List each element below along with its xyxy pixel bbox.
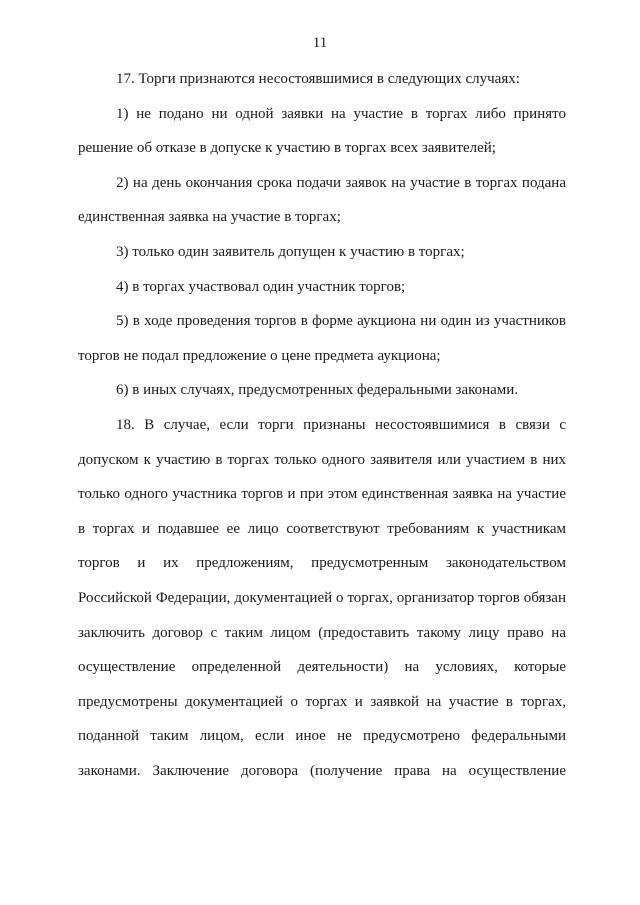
list-item-6: 6) в иных случаях, предусмотренных федеральными законами.	[116, 382, 519, 399]
list-item-1: 1) не подано ни одной заявки на участие в торгах либо принято решение об отказе в допуске к участию в торгах всех заявителей;	[78, 105, 566, 157]
list-item-3: 3) только один заявитель допущен к участию в торгах;	[116, 243, 465, 260]
list-item-2: 2) на день окончания срока подачи заявок на участие в торгах подана единственная заявка на участие в торгах;	[78, 174, 566, 226]
paragraph-18: 18. В случае, если торги признаны несостоявшимися в связи с допуском к участию в торгах только одного заявителя или участием в них только одного участника торгов и при этом единственная заявка на участие в торгах и подавшее ее лицо соответствуют требованиям к участникам торгов и их предложениям, предусмотренным законодательством Российской Федерации, документацией о торгах, организатор торгов обязан заключить договор с таким лицом (предоставить такому лицу право на осуществление определенной деятельности) на условиях, которые предусмотрены документацией о торгах и заявкой на участие в торгах, поданной таким лицом, если иное не предусмотрено федеральными законами. Заключение договора (получение права на осуществление	[78, 416, 566, 779]
document-body	[78, 62, 566, 788]
list-item-5: 5) в ходе проведения торгов в форме аукциона ни один из участников торгов не подал предложение о цене предмета аукциона;	[78, 313, 566, 364]
page-number: 11	[312, 35, 328, 51]
paragraph-17-heading: 17. Торги признаются несостоявшимися в следующих случаях:	[116, 71, 520, 87]
list-item-4: 4) в торгах участвовал один участник торгов;	[116, 278, 406, 295]
